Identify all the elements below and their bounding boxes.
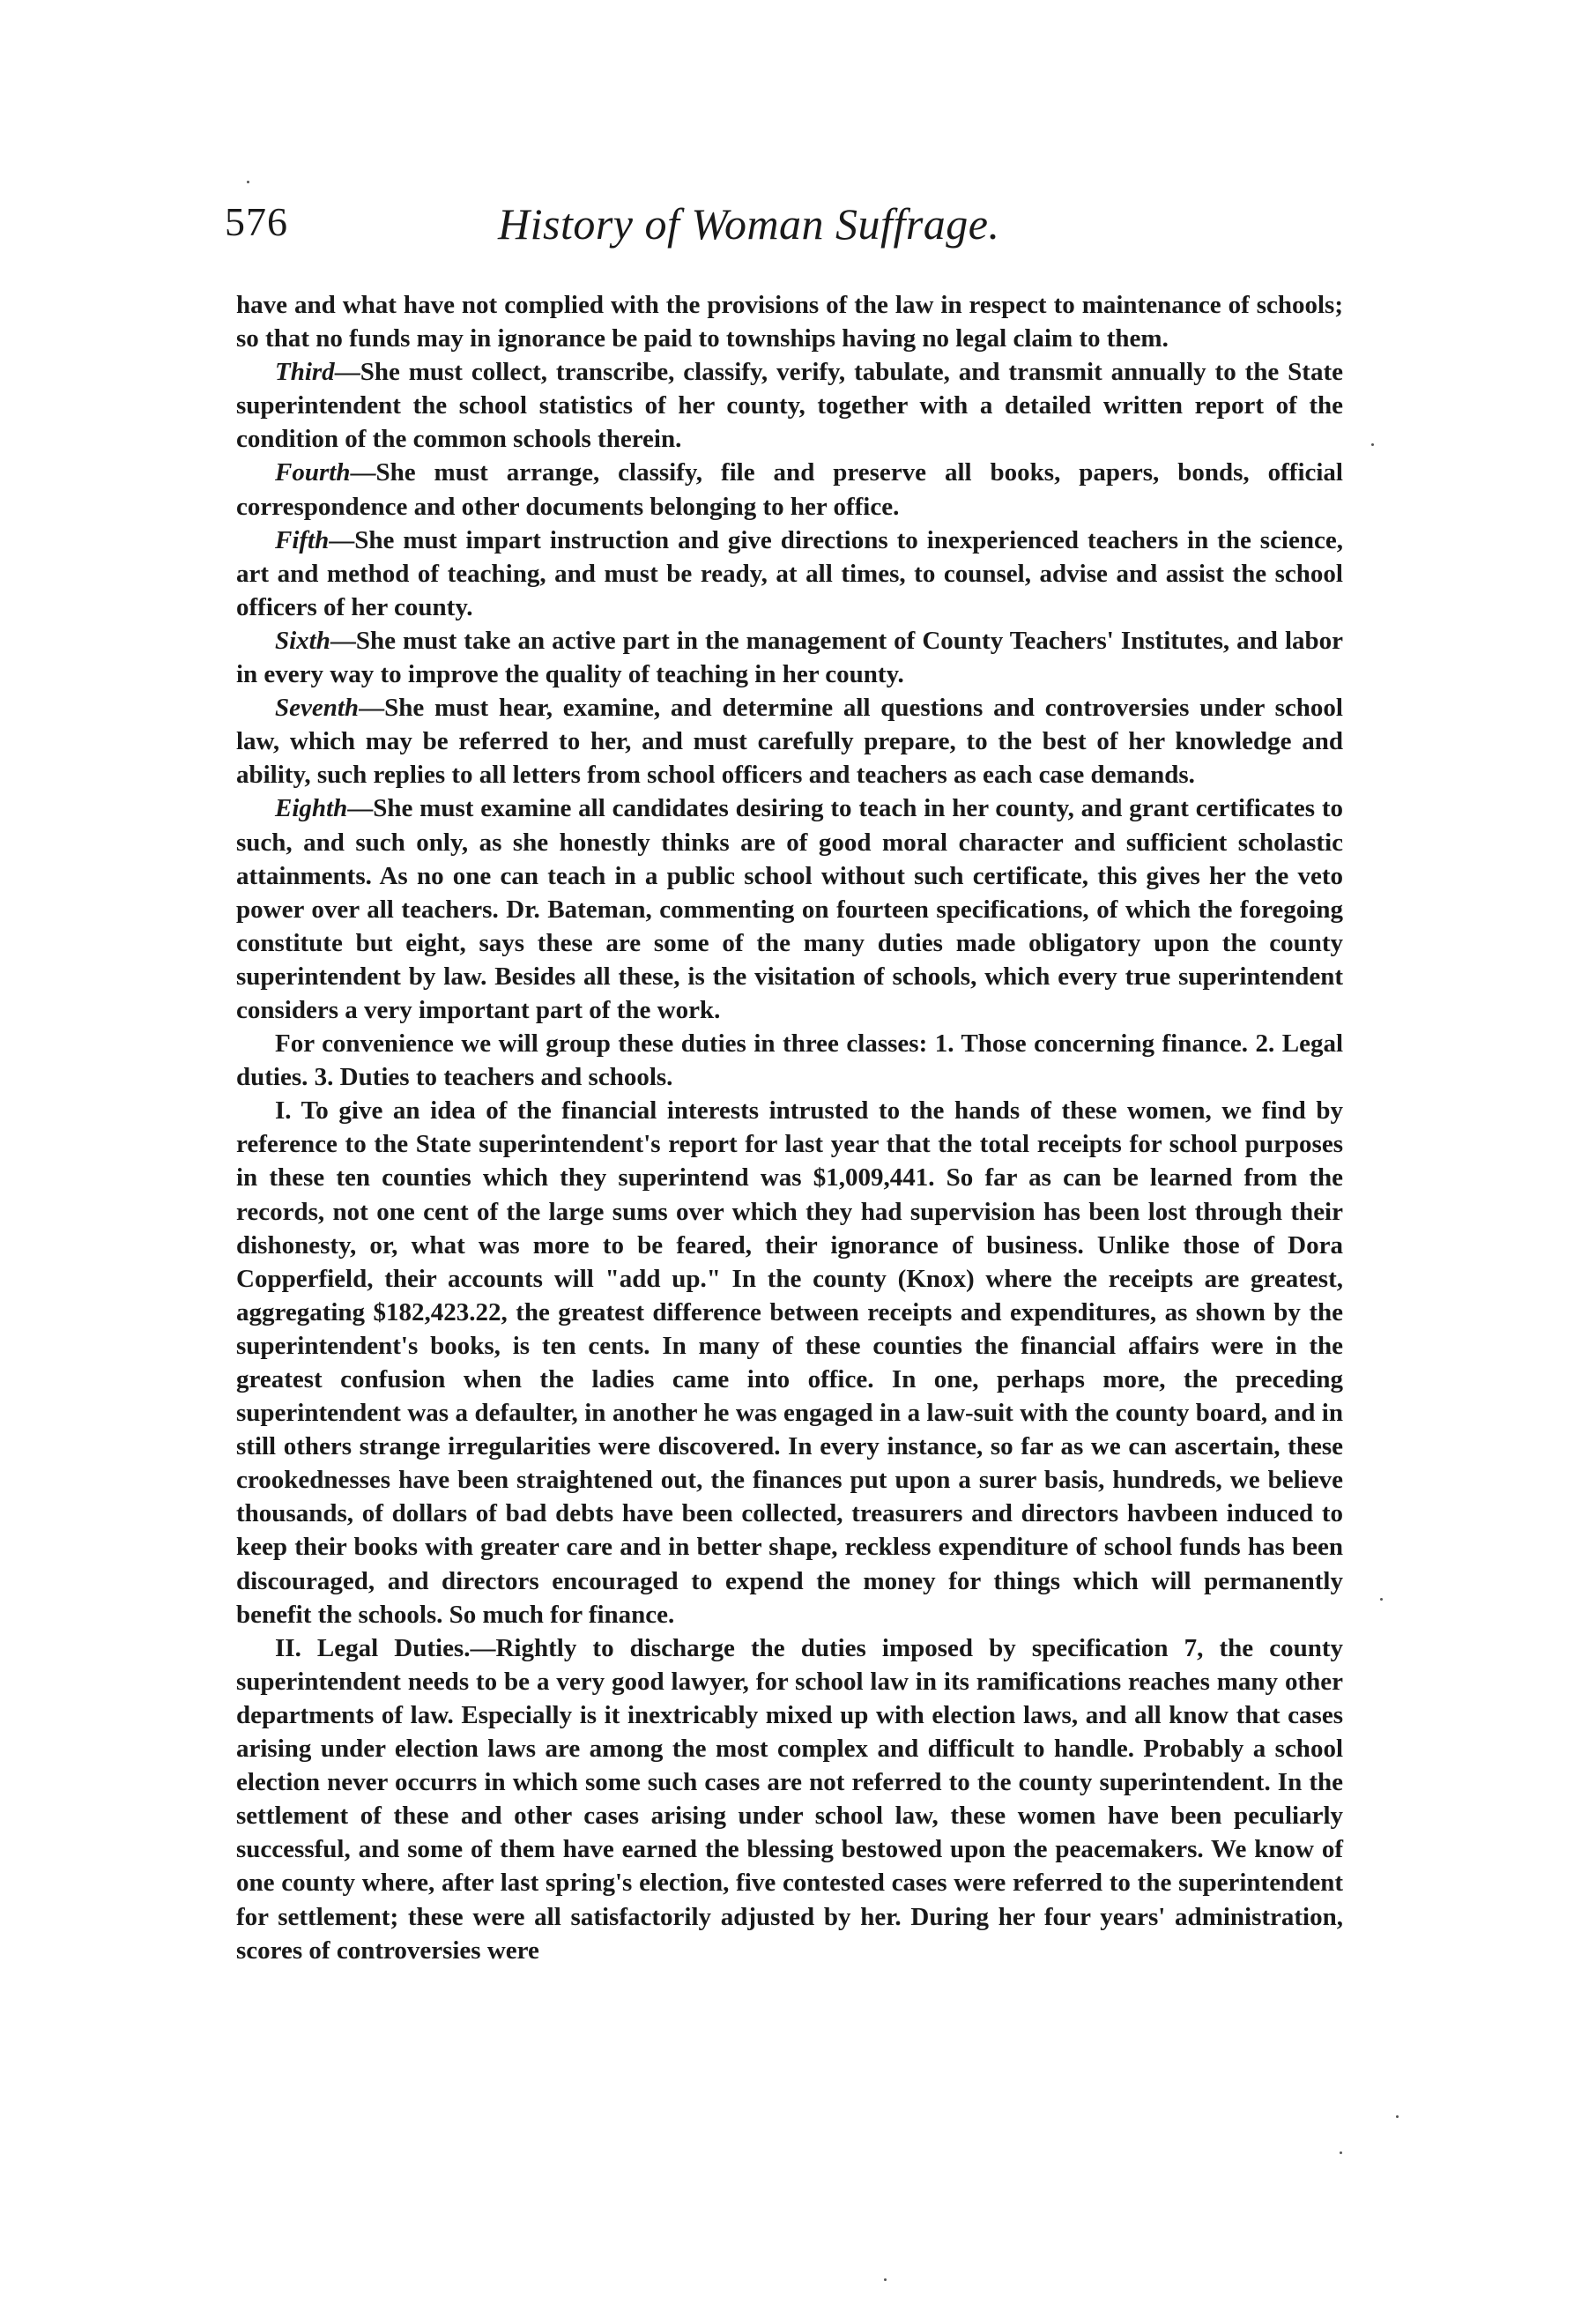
paragraph-text: have and what have not complied with the provisions of the law in respect to maintenance of schools; so that no funds may in ignorance be paid to townships having no legal claim to them.	[236, 291, 1343, 353]
paragraph-text: —She must arrange, classify, file and preserve all books, papers, bonds, official correspondence and other documents belonging to her office.	[236, 458, 1343, 521]
paper-speck	[1380, 1598, 1383, 1601]
paragraph	[236, 456, 1343, 523]
paper-speck	[1371, 443, 1374, 446]
paragraph-text: II. Legal Duties.—Rightly to discharge the duties imposed by specification 7, the county superintendent needs to be a very good lawyer, for school law in its ramifications reaches many other departments of law. Especially is it inextricably mixed up with election laws, and all know that cases arising under election laws are among the most complex and difficult to handle. Probably a school election never occurrs in which some such cases are not referred to the county superintendent. In the settlement of these and other cases arising under school law, these women have been peculiarly successful, and some of them have earned the blessing bestowed upon the peacemakers. We know of one county where, after last spring's election, five contested cases were referred to the superintendent for settlement; these were all satisfactorily adjusted by her. During her four years' administration, scores of controversies were	[236, 1633, 1343, 1965]
paper-speck	[247, 181, 249, 183]
paragraph-text: —She must take an active part in the management of County Teachers' Institutes, and labor in every way to improve the quality of teaching in her county.	[236, 626, 1343, 689]
body-text	[236, 288, 1343, 1967]
paragraph	[236, 791, 1343, 1027]
paragraph-lead: Sixth	[275, 626, 330, 655]
paragraph-lead: Seventh	[275, 694, 360, 723]
paragraph	[236, 624, 1343, 691]
paragraph	[236, 1027, 1343, 1094]
paper-speck	[1340, 2151, 1342, 2154]
paragraph-text: I. To give an idea of the financial interests intrusted to the hands of these women, we find by reference to the State superintendent's report for last year that the total receipts for school purposes in these ten counties which they superintend was $1,009,441. So far as can be learned from the records, not one cent of the large sums over which they had supervision has been lost through their dishonesty, or, what was more to be feared, their ignorance of business. Unlike those of Dora Copperfield, their accounts will "add up." In the county (Knox) where the receipts are greatest, aggregating $182,423.22, the greatest difference between receipts and expenditures, as shown by the superintendent's books, is ten cents. In many of these counties the financial affairs were in the greatest confusion when the ladies came into office. In one, perhaps more, the preceding superintendent was a defaulter, in another he was engaged in a law-suit with the county board, and in still others strange irregularities were discovered. In every instance, so far as we can ascertain, these crookednesses have been straightened out, the finances put upon a surer basis, hundreds, we believe thousands, of dollars of bad debts have been collected, treasurers and directors havbeen induced to keep their books with greater care and in better shape, reckless expenditure of school funds has been discouraged, and directors encouraged to expend the money for things which will permanently benefit the schools. So much for finance.	[236, 1096, 1343, 1629]
paragraph	[236, 524, 1343, 624]
paragraph	[236, 1631, 1343, 1967]
paragraph	[236, 691, 1343, 791]
paragraph-lead: Eighth	[275, 794, 348, 823]
paragraph-text: For convenience we will group these duties in three classes: 1. Those concerning finance. 2. Legal duties. 3. Duties to teachers and schools.	[236, 1029, 1343, 1092]
paragraph	[236, 1094, 1343, 1631]
page-number: 576	[225, 199, 288, 244]
paragraph-text: —She must examine all candidates desiring to teach in her county, and grant certificates to such, and such only, as she honestly thinks are of good moral character and sufficient scholastic attainments. As no one can teach in a public school without such certificate, this gives her the veto power over all teachers. Dr. Bateman, commenting on fourteen specifications, of which the foregoing constitute but eight, says these are some of the many duties made obligatory upon the county superintendent by law. Besides all these, is the visitation of schools, which every true superintendent considers a very important part of the work.	[236, 794, 1343, 1024]
paragraph-text: —She must collect, transcribe, classify, verify, tabulate, and transmit annually to the State superintendent the school statistics of her county, together with a detailed written report of the condition of the common schools therein.	[236, 358, 1343, 454]
paragraph-lead: Fifth	[275, 525, 330, 554]
paper-speck	[1396, 2115, 1399, 2118]
page-header	[225, 198, 1353, 260]
paragraph-lead: Third	[275, 358, 335, 387]
paper-speck	[884, 2278, 887, 2281]
running-title: History of Woman Suffrage.	[498, 199, 1000, 249]
paragraph-text: —She must impart instruction and give directions to inexperienced teachers in the science, art and method of teaching, and must be ready, at all times, to counsel, advise and assist the school officers of her county.	[236, 525, 1343, 621]
paragraph	[236, 355, 1343, 456]
paragraph	[236, 288, 1343, 355]
paragraph-lead: Fourth	[275, 458, 351, 487]
paragraph-text: —She must hear, examine, and determine all questions and controversies under school law, which may be referred to her, and must carefully prepare, to the best of her knowledge and ability, such replies to all letters from school officers and teachers as each case demands.	[236, 694, 1343, 790]
